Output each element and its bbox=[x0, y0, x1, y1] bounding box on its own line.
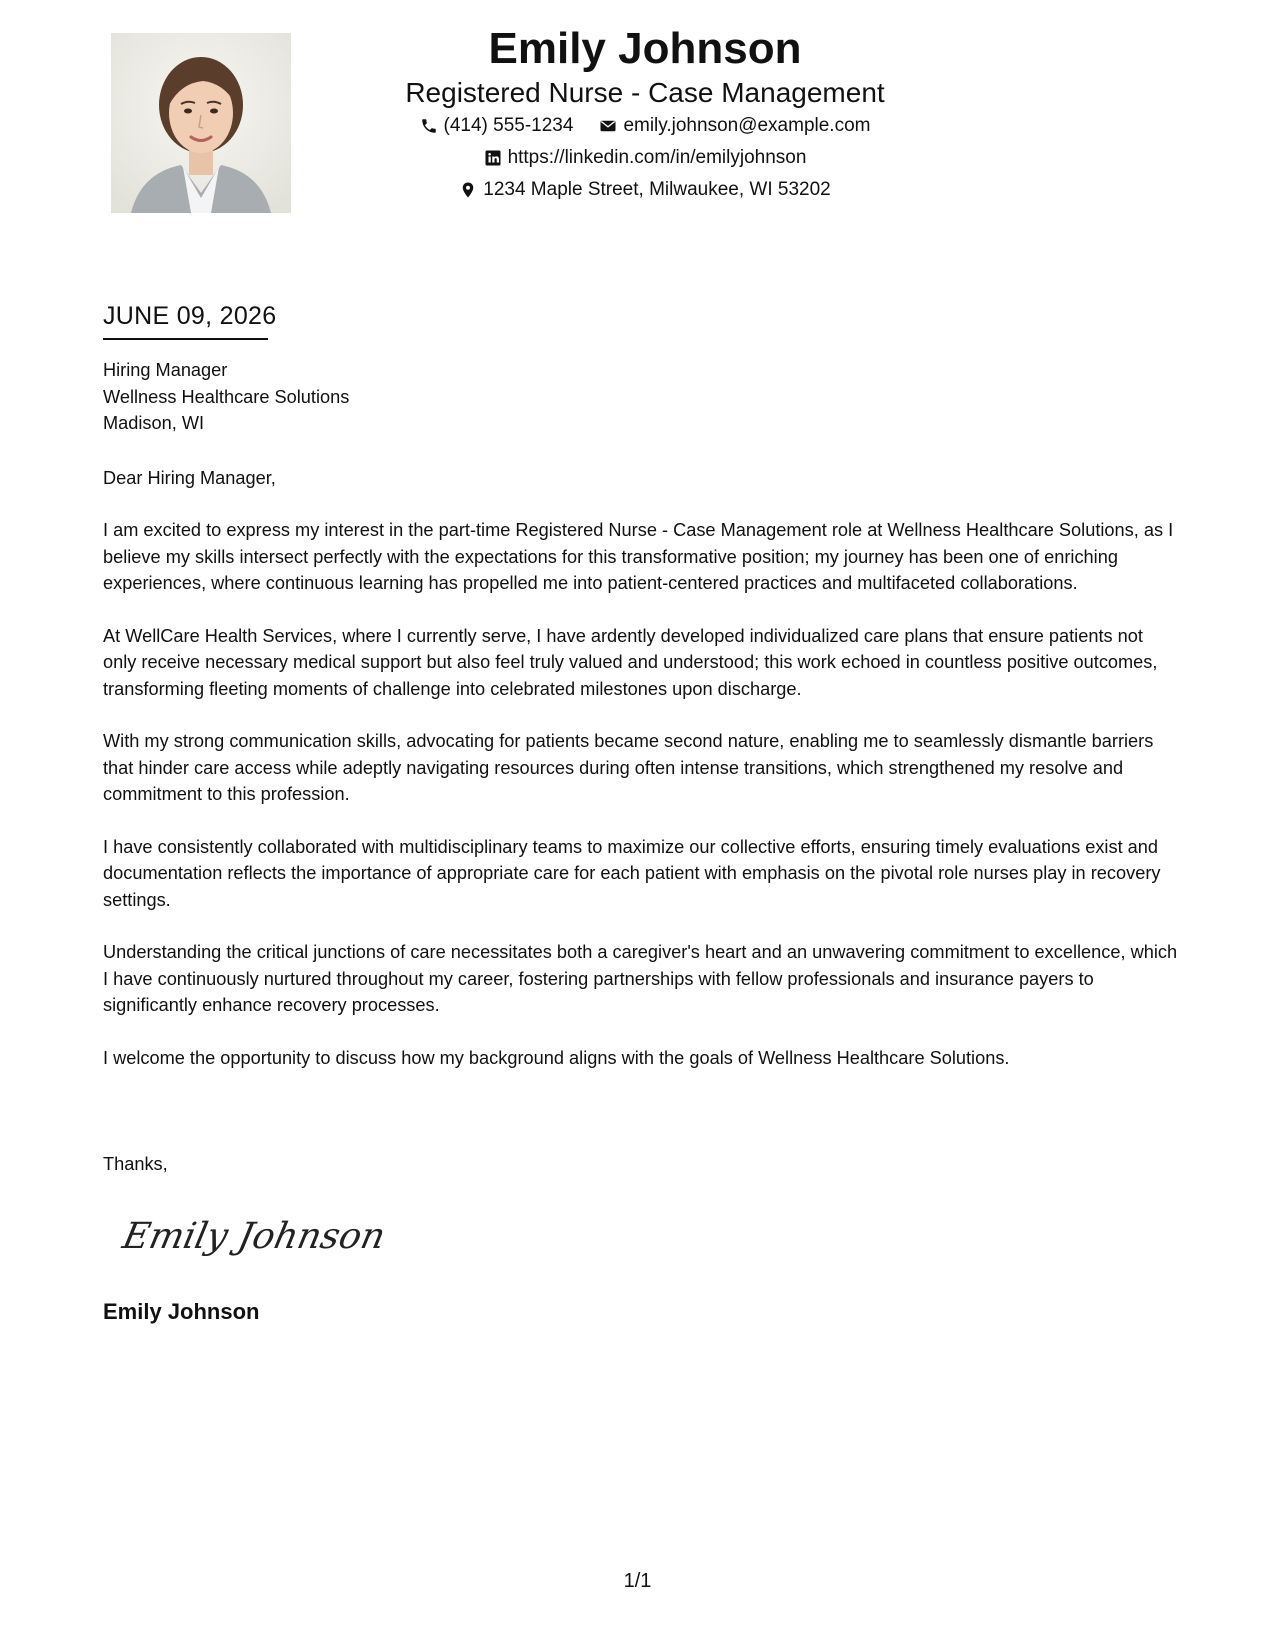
envelope-icon bbox=[599, 117, 617, 135]
signature-text: Emily Johnson bbox=[119, 1214, 390, 1257]
contact-line-phone-email bbox=[345, 110, 945, 142]
profile-photo bbox=[111, 33, 291, 213]
body-paragraph: I welcome the opportunity to discuss how my background aligns with the goals of Wellness Healthcare Solutions. bbox=[103, 1047, 1010, 1068]
page-number: 1/1 bbox=[623, 1570, 652, 1592]
address: 1234 Maple Street, Milwaukee, WI 53202 bbox=[483, 179, 831, 200]
body-paragraph: I have consistently collaborated with multidisciplinary teams to maximize our collective efforts, ensuring timely evaluations exist and documentation reflects the importance of appropriate care for each patient with emphasis on the pivotal role nurses play in recovery settings. bbox=[103, 836, 1161, 910]
phone-number[interactable]: (414) 555-1234 bbox=[443, 115, 574, 136]
body-paragraph: At WellCare Health Services, where I currently serve, I have ardently developed individualized care plans that ensure patients not only receive necessary medical support but also feel truly valued and understood; this work echoed in countless positive outcomes, transforming fleeting moments of challenge into celebrated milestones upon discharge. bbox=[103, 625, 1158, 699]
body-paragraph: Understanding the critical junctions of care necessitates both a caregiver's heart and an unwavering commitment to excellence, which I have continuously nurtured throughout my career, fostering partnerships with fellow professionals and insurance payers to significantly enhance recovery processes. bbox=[103, 942, 1178, 1015]
letter-date: JUNE 09, 2026 bbox=[103, 302, 277, 330]
recipient-line: Wellness Healthcare Solutions bbox=[103, 386, 350, 407]
handwritten-signature bbox=[118, 1206, 390, 1266]
signer-name: Emily Johnson bbox=[103, 1299, 260, 1324]
phone-icon bbox=[420, 117, 438, 135]
recipient-line: Hiring Manager bbox=[103, 360, 228, 380]
contact-line-address bbox=[345, 174, 945, 206]
body-paragraph: I am excited to express my interest in the part-time Registered Nurse - Case Management role at Wellness Healthcare Solutions, as I believe my skills intersect perfectly with the expectations for this transformative position; my journey has been one of enriching experiences, where continuous learning has propelled me into patient-centered practices and multifaceted collaborations. bbox=[103, 520, 1174, 593]
body-paragraph: With my strong communication skills, advocating for patients became second nature, enabling me to seamlessly dismantle barriers that hinder care access while adeptly navigating resources during often intense transitions, which strengthened my resolve and commitment to this profession. bbox=[103, 731, 1154, 804]
linkedin-icon bbox=[484, 149, 502, 167]
letter-date-block bbox=[103, 300, 276, 340]
email-link[interactable]: emily.johnson@example.com bbox=[623, 115, 871, 136]
map-pin-icon bbox=[459, 181, 477, 199]
recipient-line: Madison, WI bbox=[103, 413, 205, 433]
applicant-title: Registered Nurse - Case Management bbox=[405, 77, 885, 108]
closing: Thanks, bbox=[103, 1154, 168, 1174]
applicant-name: Emily Johnson bbox=[488, 24, 802, 73]
date-underline bbox=[103, 338, 268, 340]
resume-header bbox=[345, 22, 945, 206]
contact-line-linkedin bbox=[345, 142, 945, 174]
linkedin-link[interactable]: https://linkedin.com/in/emilyjohnson bbox=[507, 147, 807, 168]
salutation: Dear Hiring Manager, bbox=[103, 467, 276, 488]
recipient-block bbox=[103, 357, 1178, 437]
letter-body bbox=[103, 357, 1178, 1071]
